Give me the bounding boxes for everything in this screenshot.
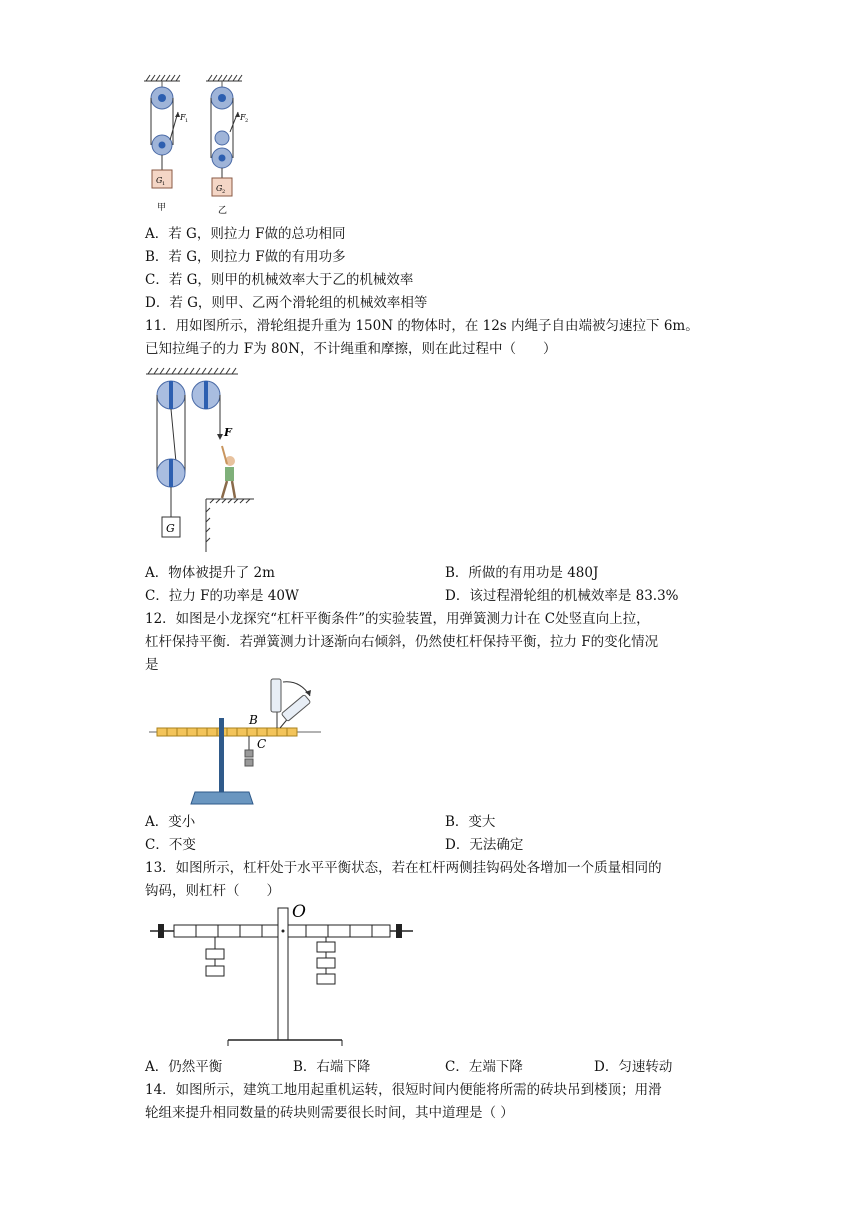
q10-option-c: C．若 G，则甲的机械效率大于乙的机械效率: [145, 272, 414, 288]
q14-stem-line2: 轮组来提升相同数量的砖块则需要很长时间，其中道理是（ ）: [145, 1105, 514, 1121]
rotation-arrow: [283, 682, 310, 696]
svg-text:C: C: [257, 737, 267, 751]
q12-lever-figure: [145, 674, 325, 808]
svg-text:F: F: [180, 113, 186, 122]
stand-pole: [219, 718, 224, 792]
q12-option-a: A．变小: [145, 814, 196, 830]
q12-stem-line2: 杠杆保持平衡．若弹簧测力计逐渐向右倾斜，仍然使杠杆保持平衡，拉力 F的变化情况: [145, 634, 659, 650]
left-counterweight: [158, 924, 164, 938]
q13-option-d: D．匀速转动: [594, 1059, 673, 1075]
svg-text:1: 1: [162, 181, 166, 187]
q11-stem-line1: 11．用如图所示，滑轮组提升重为 150N 的物体时，在 12s 内绳子自由端被匀速拉下 6m。: [145, 318, 699, 334]
q10-option-a: A．若 G，则拉力 F做的总功相同: [145, 226, 346, 242]
ceiling-right: [206, 75, 242, 81]
q13-stem-line2: 钩码，则杠杆（ ）: [145, 883, 280, 899]
spring-scale-vertical: [271, 679, 281, 712]
svg-text:F: F: [224, 426, 232, 439]
q10-option-d: D．若 G，则甲、乙两个滑轮组的机械效率相等: [145, 295, 428, 311]
q10-pulley-figure: [140, 70, 260, 220]
left-weight-1: [206, 949, 224, 959]
svg-text:G: G: [156, 176, 163, 185]
stand-pole: [278, 908, 288, 1040]
svg-text:乙: 乙: [218, 206, 228, 216]
svg-text:G: G: [216, 184, 223, 193]
right-weight-1: [317, 942, 335, 952]
q13-stem-line1: 13．如图所示，杠杆处于水平平衡状态，若在杠杆两侧挂钩码处各增加一个质量相同的: [145, 860, 662, 876]
q12-stem-line1: 12．如图是小龙探究“杠杆平衡条件”的实验装置，用弹簧测力计在 C处竖直向上拉，: [145, 611, 650, 627]
svg-text:1: 1: [185, 118, 189, 124]
q13-lever-figure: [148, 900, 418, 1052]
ceiling: [146, 368, 238, 374]
spring-scale-tilted: [281, 695, 310, 722]
svg-text:甲: 甲: [157, 203, 167, 213]
q12-option-d: D．无法确定: [445, 837, 524, 853]
q12-stem-line3: 是: [145, 657, 159, 673]
q14-stem-line1: 14．如图所示，建筑工地用起重机运转，很短时间内便能将所需的砖块吊到楼顶；用滑: [145, 1082, 662, 1098]
q13-option-c: C．左端下降: [445, 1059, 523, 1075]
svg-text:O: O: [292, 902, 306, 922]
q11-option-a: A．物体被提升了 2m: [145, 565, 275, 581]
q11-option-d: D．该过程滑轮组的机械效率是 83.3%: [445, 588, 679, 604]
left-weight-2: [206, 966, 224, 976]
q11-option-c: C．拉力 F的功率是 40W: [145, 588, 299, 604]
pivot-point: [282, 930, 285, 933]
svg-text:F: F: [240, 113, 246, 122]
q11-pulley-figure: [142, 362, 262, 554]
svg-text:2: 2: [222, 189, 226, 195]
q10-pulley-diagram: [140, 70, 260, 220]
q12-option-c: C．不变: [145, 837, 196, 853]
svg-text:2: 2: [245, 118, 249, 124]
q11-stem-line2: 已知拉绳子的力 F为 80N，不计绳重和摩擦，则在此过程中（ ）: [145, 341, 557, 357]
q13-option-b: B．右端下降: [293, 1059, 371, 1075]
q12-option-b: B．变大: [445, 814, 496, 830]
person-pulling: [222, 446, 235, 498]
small-pulley-right: [215, 131, 229, 145]
weight-1: [245, 750, 253, 757]
right-counterweight: [396, 924, 402, 938]
weight-2: [245, 759, 253, 766]
right-weight-2: [317, 958, 335, 968]
ceiling-left: [144, 75, 180, 81]
q10-option-b: B．若 G，则拉力 F做的有用功多: [145, 249, 346, 265]
q13-lever-diagram: [148, 900, 418, 1052]
q11-option-b: B．所做的有用功是 480J: [445, 565, 599, 581]
q13-option-a: A．仍然平衡: [145, 1059, 223, 1075]
stand-base: [191, 792, 253, 804]
right-weight-3: [317, 974, 335, 984]
q11-pulley-diagram: [142, 362, 262, 554]
svg-text:G: G: [166, 522, 175, 535]
svg-text:B: B: [249, 713, 258, 727]
q12-lever-diagram: [145, 674, 325, 808]
